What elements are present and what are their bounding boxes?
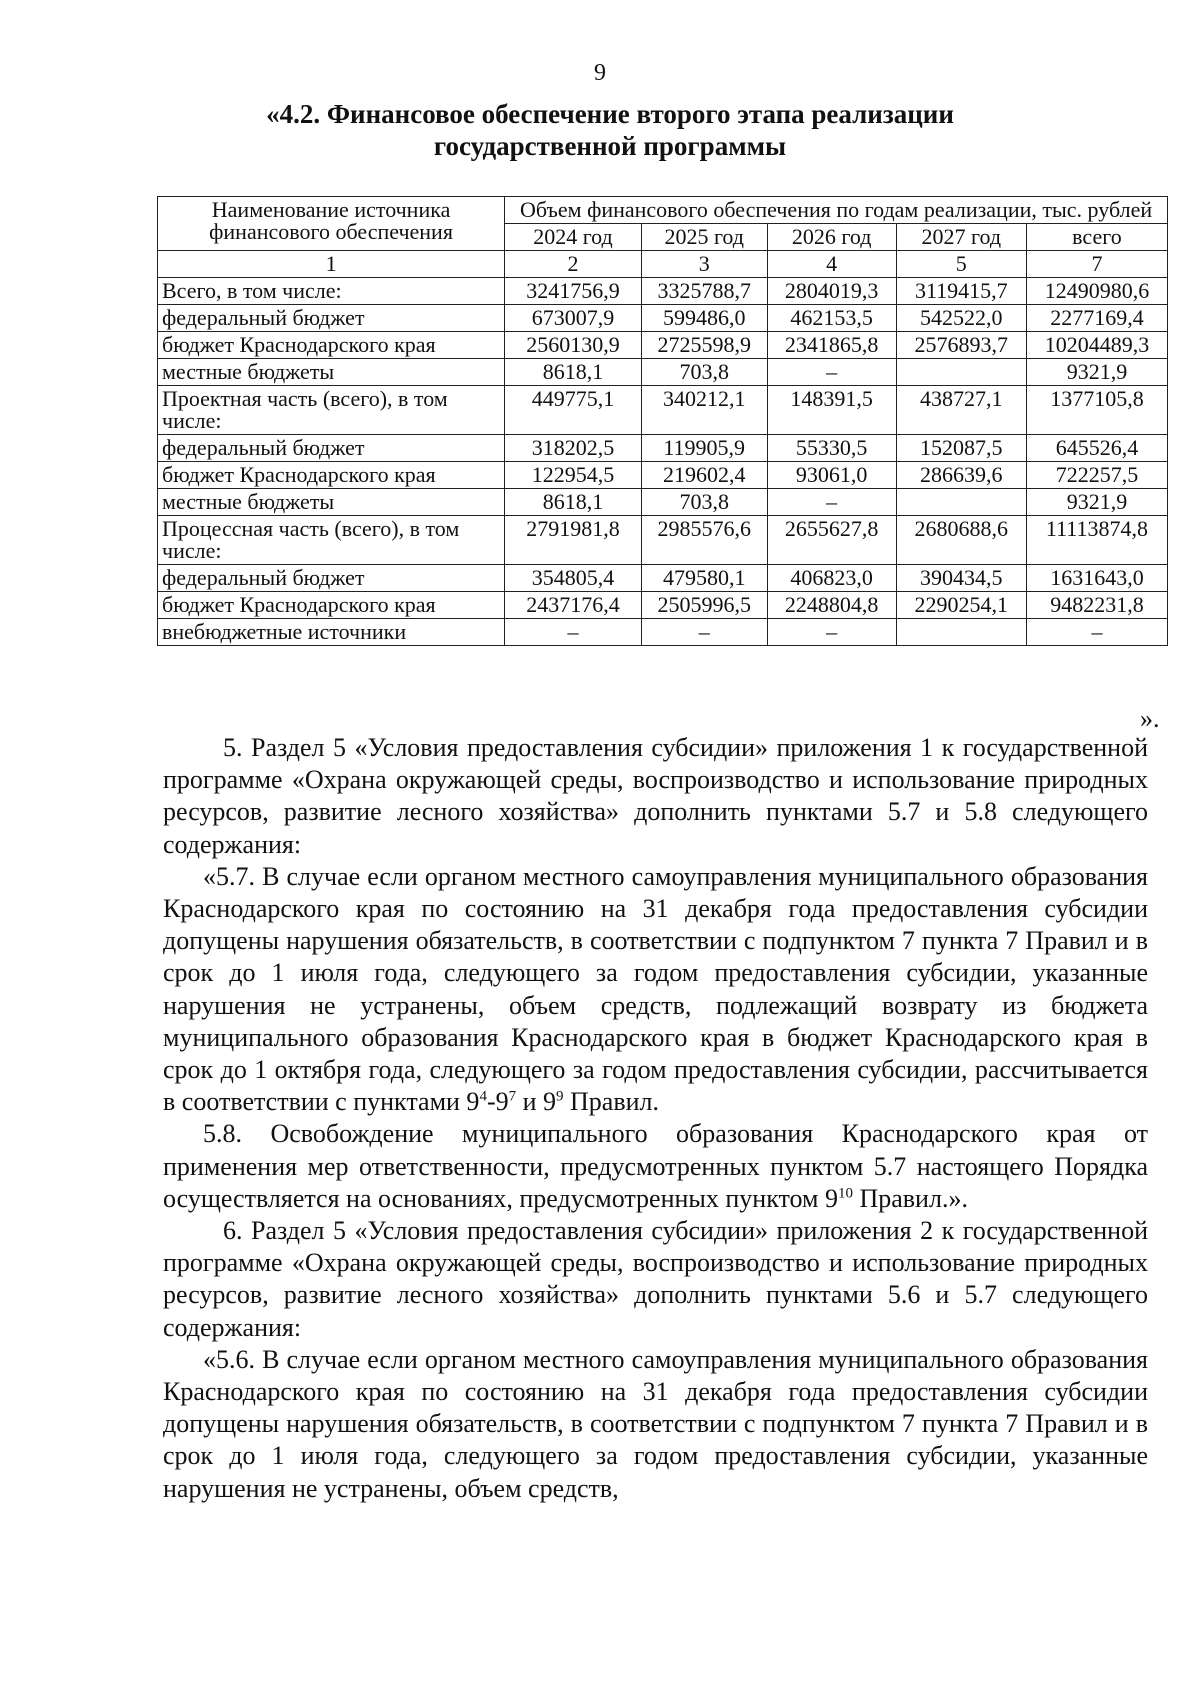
row-value-cell: 9321,9 xyxy=(1026,359,1167,386)
paragraph-5: 5. Раздел 5 «Условия предоставления субсидии» приложения 1 к государственной программе «Охрана окружающей среды, воспроизводство и использование природных ресурсов, развитие лесного хозяйства» дополнить пунктами 5.7 и 5.8 следующего содержания: xyxy=(163,733,1148,859)
row-value-cell: 2576893,7 xyxy=(896,332,1026,359)
row-value-cell: 8618,1 xyxy=(505,359,642,386)
row-value-cell: – xyxy=(767,359,896,386)
row-value-cell: 2680688,6 xyxy=(896,516,1026,565)
row-value-cell: 2290254,1 xyxy=(896,592,1026,619)
row-value-cell: 2985576,6 xyxy=(641,516,767,565)
body-text xyxy=(163,732,1148,1505)
row-value-cell: 2248804,8 xyxy=(767,592,896,619)
row-source-name: федеральный бюджет xyxy=(158,305,505,332)
section-title xyxy=(150,98,1070,162)
row-value-cell: 8618,1 xyxy=(505,489,642,516)
row-value-cell: 122954,5 xyxy=(505,462,642,489)
row-value-cell: 449775,1 xyxy=(505,386,642,435)
title-line-2: государственной программы xyxy=(433,131,787,161)
row-value-cell: – xyxy=(1026,619,1167,646)
row-source-name: внебюджетные источники xyxy=(158,619,505,646)
row-value-cell: 2655627,8 xyxy=(767,516,896,565)
p57-range: -9 xyxy=(486,1087,509,1117)
row-value-cell: 2560130,9 xyxy=(505,332,642,359)
row-source-name: Проектная часть (всего), в том числе: xyxy=(158,386,505,435)
header-volume: Объем финансового обеспечения по годам реализации, тыс. рублей xyxy=(505,197,1168,224)
table-row xyxy=(158,516,1168,565)
table-header-row xyxy=(158,197,1168,224)
table-row xyxy=(158,489,1168,516)
row-value-cell: 390434,5 xyxy=(896,565,1026,592)
row-value-cell: 462153,5 xyxy=(767,305,896,332)
paragraph-5-7 xyxy=(163,861,1148,1119)
table-row xyxy=(158,462,1168,489)
row-value-cell: 1631643,0 xyxy=(1026,565,1167,592)
row-value-cell: 2791981,8 xyxy=(505,516,642,565)
table-closing-quote: ». xyxy=(1140,704,1160,733)
row-value-cell: 703,8 xyxy=(641,359,767,386)
row-value-cell: 3119415,7 xyxy=(896,278,1026,305)
row-value-cell: 354805,4 xyxy=(505,565,642,592)
superscript: 10 xyxy=(837,1185,853,1202)
column-number: 1 xyxy=(158,251,505,278)
header-source-name: Наименование источника финансового обеспечения xyxy=(158,197,505,251)
column-number-row xyxy=(158,251,1168,278)
row-value-cell: 406823,0 xyxy=(767,565,896,592)
year-header: 2027 год xyxy=(896,224,1026,251)
row-value-cell: 2804019,3 xyxy=(767,278,896,305)
table-row xyxy=(158,565,1168,592)
table-row xyxy=(158,592,1168,619)
superscript: 4 xyxy=(479,1088,487,1105)
row-value-cell: 673007,9 xyxy=(505,305,642,332)
row-source-name: бюджет Краснодарского края xyxy=(158,592,505,619)
row-value-cell: 219602,4 xyxy=(641,462,767,489)
p57-end: Правил. xyxy=(563,1087,660,1117)
row-value-cell: 9482231,8 xyxy=(1026,592,1167,619)
row-value-cell: 2341865,8 xyxy=(767,332,896,359)
superscript: 7 xyxy=(508,1088,517,1105)
year-header: 2026 год xyxy=(767,224,896,251)
row-value-cell: 2505996,5 xyxy=(641,592,767,619)
row-value-cell: 722257,5 xyxy=(1026,462,1167,489)
year-header: 2024 год xyxy=(505,224,642,251)
table-body xyxy=(158,278,1168,646)
row-value-cell: 1377105,8 xyxy=(1026,386,1167,435)
row-value-cell: – xyxy=(641,619,767,646)
row-source-name: федеральный бюджет xyxy=(158,435,505,462)
row-value-cell: 438727,1 xyxy=(896,386,1026,435)
table-row xyxy=(158,619,1168,646)
paragraph-5-8 xyxy=(163,1118,1148,1215)
row-source-name: местные бюджеты xyxy=(158,489,505,516)
row-value-cell: 2725598,9 xyxy=(641,332,767,359)
row-source-name: Всего, в том числе: xyxy=(158,278,505,305)
title-line-1: «4.2. Финансовое обеспечение второго этапа реализации xyxy=(266,99,954,129)
row-value-cell: 10204489,3 xyxy=(1026,332,1167,359)
table-row xyxy=(158,278,1168,305)
row-value-cell: 55330,5 xyxy=(767,435,896,462)
column-number: 5 xyxy=(896,251,1026,278)
superscript: 9 xyxy=(556,1088,564,1105)
row-value-cell: 3241756,9 xyxy=(505,278,642,305)
row-value-cell: 340212,1 xyxy=(641,386,767,435)
column-number: 7 xyxy=(1026,251,1167,278)
financing-table xyxy=(157,196,1168,646)
row-value-cell: 703,8 xyxy=(641,489,767,516)
row-source-name: федеральный бюджет xyxy=(158,565,505,592)
row-value-cell: 119905,9 xyxy=(641,435,767,462)
row-value-cell xyxy=(896,489,1026,516)
row-value-cell: 3325788,7 xyxy=(641,278,767,305)
table-row xyxy=(158,359,1168,386)
row-value-cell: – xyxy=(505,619,642,646)
row-source-name: бюджет Краснодарского края xyxy=(158,332,505,359)
row-value-cell xyxy=(896,359,1026,386)
row-value-cell: 479580,1 xyxy=(641,565,767,592)
table-row xyxy=(158,332,1168,359)
row-value-cell: 286639,6 xyxy=(896,462,1026,489)
row-value-cell: – xyxy=(767,489,896,516)
row-value-cell: 11113874,8 xyxy=(1026,516,1167,565)
p57-text: «5.7. В случае если органом местного самоуправления муниципального образования Краснодарского края по состоянию на 31 декабря года предоставления субсидии допущены нарушения обязательств, в соответствии с подпунктом 7 пункта 7 Правил и в срок до 1 июля года, следующего за годом предоставления субсидии, указанные нарушения не устранены, объем средств, подлежащий возврату из бюджета муниципального образования Краснодарского края в бюджет Краснодарского края в срок до 1 октября года, следующего за годом предоставления субсидии, рассчитывается в соответствии с пунктами 9 xyxy=(163,861,1148,1117)
row-value-cell: 599486,0 xyxy=(641,305,767,332)
row-source-name: местные бюджеты xyxy=(158,359,505,386)
row-value-cell: 9321,9 xyxy=(1026,489,1167,516)
row-source-name: Процессная часть (всего), в том числе: xyxy=(158,516,505,565)
column-number: 4 xyxy=(767,251,896,278)
row-value-cell xyxy=(896,619,1026,646)
page-number: 9 xyxy=(594,60,606,86)
paragraph-6: 6. Раздел 5 «Условия предоставления субсидии» приложения 2 к государственной программе «Охрана окружающей среды, воспроизводство и использование природных ресурсов, развитие лесного хозяйства» дополнить пунктами 5.6 и 5.7 следующего содержания: xyxy=(163,1216,1148,1342)
column-number: 2 xyxy=(505,251,642,278)
row-value-cell: 148391,5 xyxy=(767,386,896,435)
row-value-cell: 93061,0 xyxy=(767,462,896,489)
table-row xyxy=(158,305,1168,332)
p57-and: и 9 xyxy=(516,1087,557,1117)
table-row xyxy=(158,435,1168,462)
row-source-name: бюджет Краснодарского края xyxy=(158,462,505,489)
table-row xyxy=(158,386,1168,435)
row-value-cell: 542522,0 xyxy=(896,305,1026,332)
year-header: 2025 год xyxy=(641,224,767,251)
row-value-cell: 318202,5 xyxy=(505,435,642,462)
column-number: 3 xyxy=(641,251,767,278)
row-value-cell: – xyxy=(767,619,896,646)
total-header: всего xyxy=(1026,224,1167,251)
row-value-cell: 12490980,6 xyxy=(1026,278,1167,305)
row-value-cell: 645526,4 xyxy=(1026,435,1167,462)
p58-end: Правил.». xyxy=(852,1183,968,1213)
paragraph-5-6: «5.6. В случае если органом местного самоуправления муниципального образования Краснодарского края по состоянию на 31 декабря года предоставления субсидии допущены нарушения обязательств, в соответствии с подпунктом 7 пункта 7 Правил и в срок до 1 июля года, следующего за годом предоставления субсидии, указанные нарушения не устранены, объем средств, xyxy=(163,1344,1148,1503)
row-value-cell: 2437176,4 xyxy=(505,592,642,619)
p58-text: 5.8. Освобождение муниципального образования Краснодарского края от применения мер ответственности, предусмотренных пунктом 5.7 настоящего Порядка осуществляется на основаниях, предусмотренных пунктом 9 xyxy=(163,1119,1148,1213)
row-value-cell: 152087,5 xyxy=(896,435,1026,462)
row-value-cell: 2277169,4 xyxy=(1026,305,1167,332)
